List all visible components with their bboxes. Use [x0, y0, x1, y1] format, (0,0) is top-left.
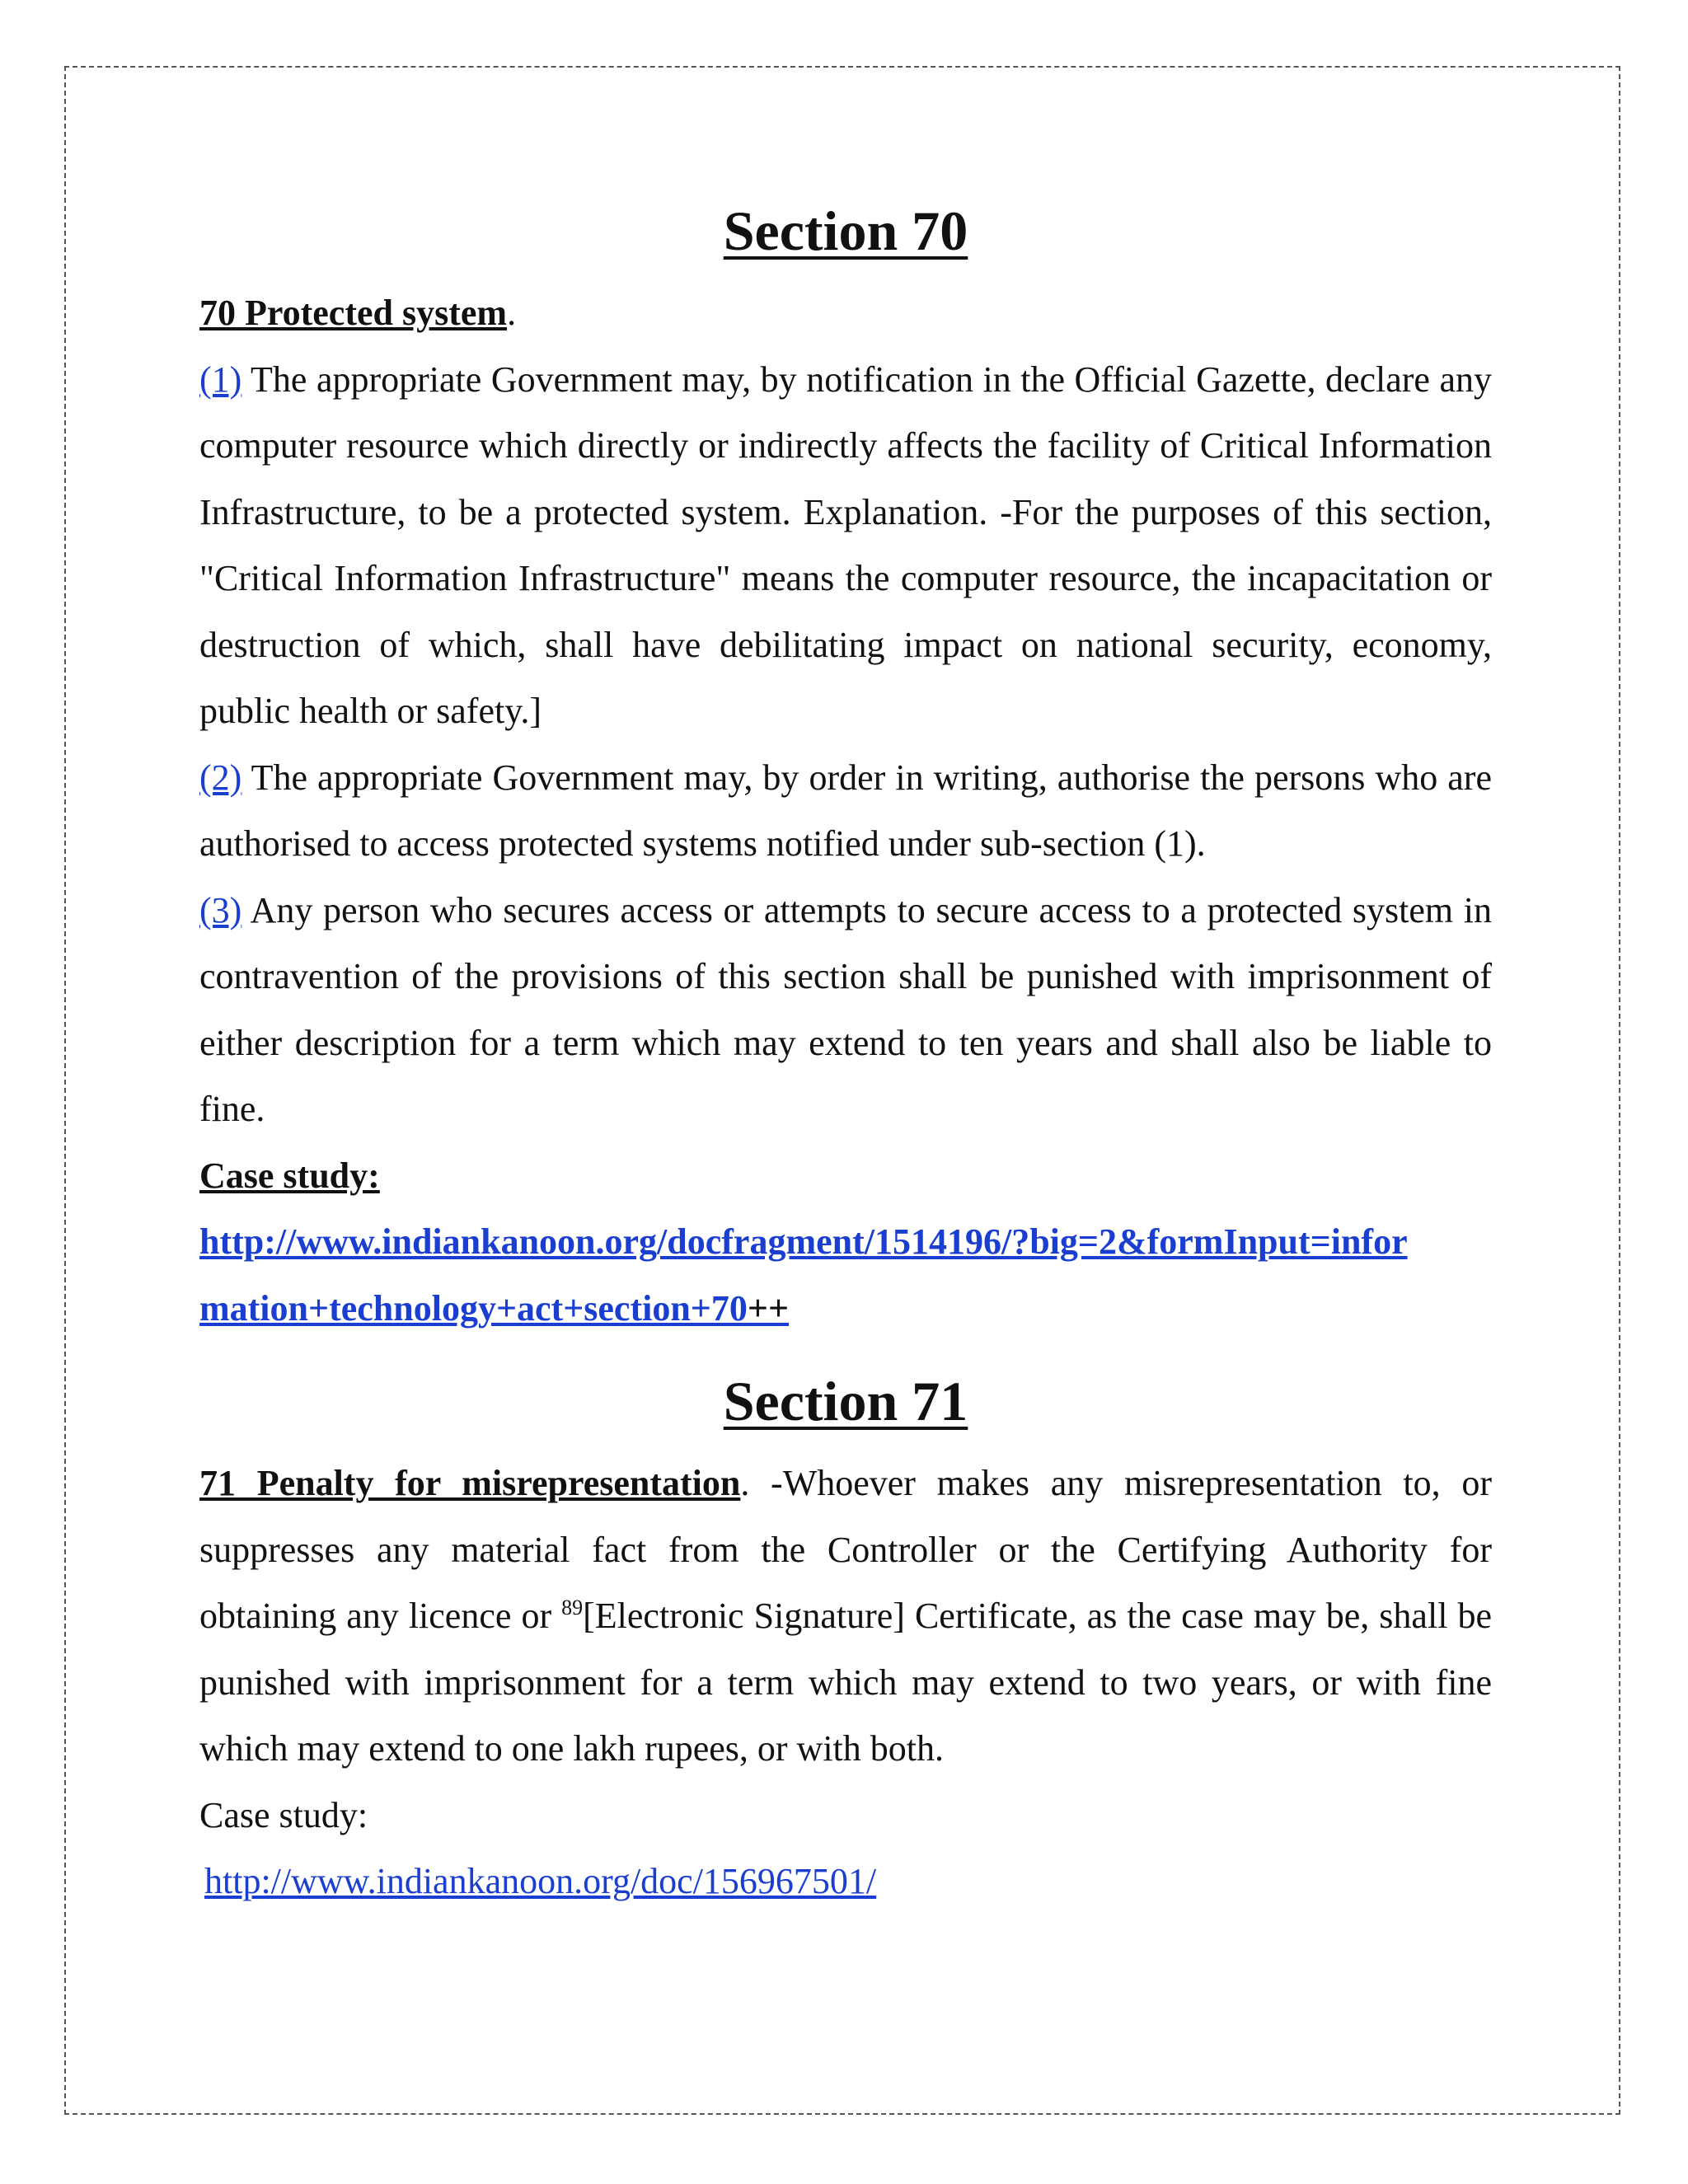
clause-3: [199, 878, 1492, 1143]
footnote-marker: 89: [561, 1596, 584, 1619]
section-71-case-label: Case study:: [199, 1794, 368, 1835]
section-70-title: Section 70: [723, 199, 968, 262]
section-70-case-link-part2[interactable]: mation+technology+act+section+70: [199, 1287, 748, 1329]
clause-2-link[interactable]: (2): [199, 757, 242, 798]
section-71-text-1: . -Whoever makes any misrepresentation to, or suppresses any material fact from the Controller or the Certifying Authority for obtaining any licence or: [199, 1463, 1492, 1636]
section-70-case-link-part1[interactable]: http://www.indiankanoon.org/docfragment/1514196/?big=2&formInput=infor: [199, 1221, 1408, 1262]
clause-2-text: The appropriate Government may, by order in writing, authorise the persons who are authorised to access protected systems notified under sub-section (1).: [199, 757, 1492, 864]
section-71-title: Section 71: [723, 1370, 968, 1432]
section-70-case-link-line2: [199, 1276, 1492, 1343]
section-70-heading: 70 Protected system: [199, 293, 508, 333]
section-71-paragraph: [199, 1451, 1492, 1783]
section-70-case-link-line1: [199, 1209, 1492, 1276]
section-71-text-2: [Electronic Signature] Certificate, as the case may be, shall be punished with imprisonment for a term which may extend to two years, or with fine which may extend to one lakh rupees, or with both.: [199, 1596, 1492, 1769]
clause-1: [199, 347, 1492, 745]
section-71-case-link[interactable]: http://www.indiankanoon.org/doc/156967501/: [204, 1861, 877, 1901]
section-70-case-line: [199, 1143, 1492, 1210]
section-71-case-link-line: [199, 1849, 1492, 1915]
clause-3-text: Any person who secures access or attempts to secure access to a protected system in contravention of the provisions of this section shall be punished with imprisonment of either description for a term which may extend to ten years and shall also be liable to fine.: [199, 889, 1492, 1129]
clause-1-link[interactable]: (1): [199, 359, 242, 400]
section-70-case-label: Case study:: [199, 1155, 380, 1196]
section-70-case-link-suffix: ++: [747, 1287, 790, 1329]
section-71-heading: 71 Penalty for misrepresentation: [199, 1463, 741, 1503]
clause-1-text: The appropriate Government may, by notification in the Official Gazette, declare any computer resource which directly or indirectly affects the facility of Critical Information Infrastructure, to be a protected system. Explanation. -For the purposes of this section, "Critical Information Infrastructure" means the computer resource, the incapacitation or destruction of which, shall have debilitating impact on national security, economy, public health or safety.]: [199, 359, 1492, 731]
clause-3-link[interactable]: (3): [199, 889, 242, 930]
document-body: [199, 190, 1492, 1915]
clause-2: [199, 745, 1492, 878]
section-70-heading-punct: .: [507, 293, 517, 333]
section-70-heading-line: [199, 280, 1492, 347]
